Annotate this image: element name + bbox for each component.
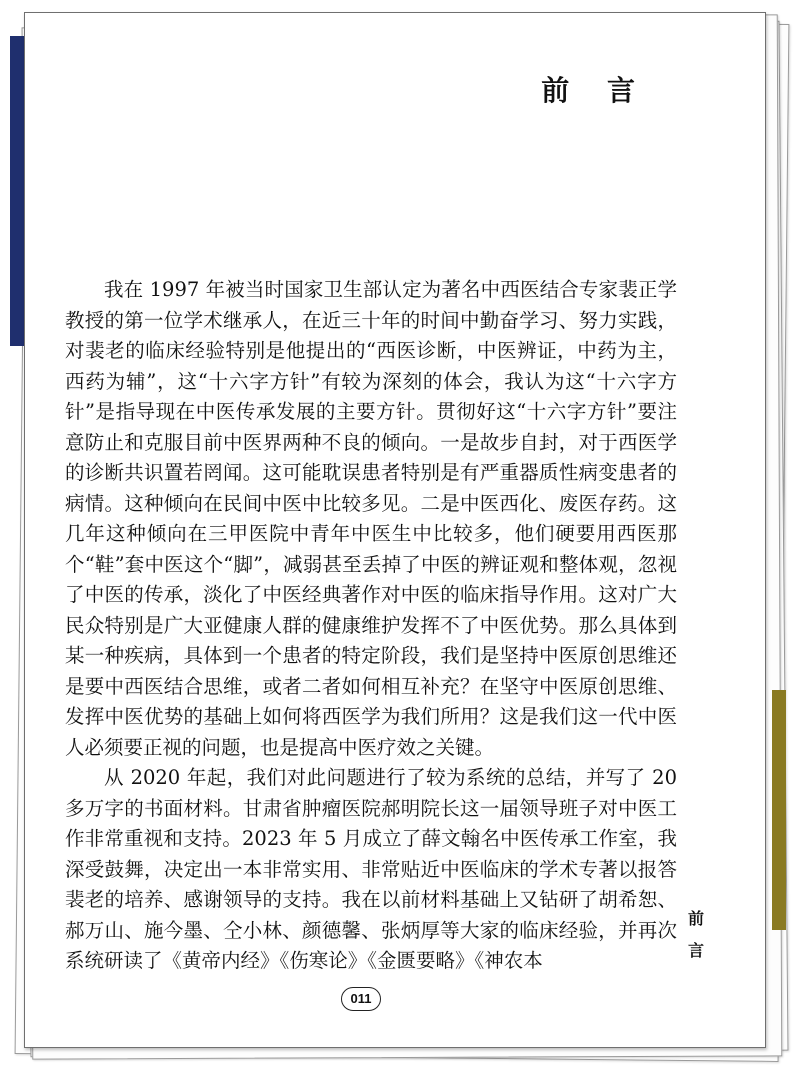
- chapter-side-tab: [683, 903, 709, 967]
- book-cover-edge-left: [10, 36, 24, 346]
- paragraph-2: 从 2020 年起，我们对此问题进行了较为系统的总结，并写了 20 多万字的书面材料。甘肃省肿瘤医院郝明院长这一届领导班子对中医工作非常重视和支持。2023 年 5 月成立了薛文翰名中医传承工作室，我深受鼓舞，决定出一本非常实用、非常贴近中医临床的学术专著以报答裴老的培养、感谢领导的支持。我在以前材料基础上又钻研了胡希恕、郝万山、施今墨、仝小林、颜德馨、张炳厚等大家的临床经验，并再次系统研读了《黄帝内经》《伤寒论》《金匮要略》《神农本: [65, 766, 677, 972]
- book-cover-edge-right: [772, 690, 786, 930]
- page-title: 前 言: [541, 74, 649, 107]
- side-tab-char-2: 言: [687, 941, 704, 960]
- document-page: [24, 12, 766, 1048]
- paragraph-1: 我在 1997 年被当时国家卫生部认定为著名中西医结合专家裴正学教授的第一位学术继承人，在近三十年的时间中勤奋学习、努力实践，对裴老的临床经验特别是他提出的“西医诊断，中医辨证，中药为主，西药为辅”，这“十六字方针”有较为深刻的体会，我认为这“十六字方针”是指导现在中医传承发展的主要方针。贯彻好这“十六字方针”要注意防止和克服目前中医界两种不良的倾向。一是故步自封，对于西医学的诊断共识置若罔闻。这可能耽误患者特别是有严重器质性病变患者的病情。这种倾向在民间中医中比较多见。二是中医西化、废医存药。这几年这种倾向在三甲医院中青年中医生中比较多，他们硬要用西医那个“鞋”套中医这个“脚”，减弱甚至丢掉了中医的辨证观和整体观，忽视了中医的传承，淡化了中医经典著作对中医的临床指导作用。这对广大民众特别是广大亚健康人群的健康维护发挥不了中医优势。那么具体到某一种疾病，具体到一个患者的特定阶段，我们是坚持中医原创思维还是要中西医结合思维，或者二者如何相互补充？在坚守中医原创思维、发挥中医优势的基础上如何将西医学为我们所用？这是我们这一代中医人必须要正视的问题，也是提高中医疗效之关键。: [65, 278, 677, 759]
- body-text: [65, 275, 677, 977]
- page-number: 011: [341, 987, 381, 1011]
- side-tab-char-1: 前: [687, 909, 704, 928]
